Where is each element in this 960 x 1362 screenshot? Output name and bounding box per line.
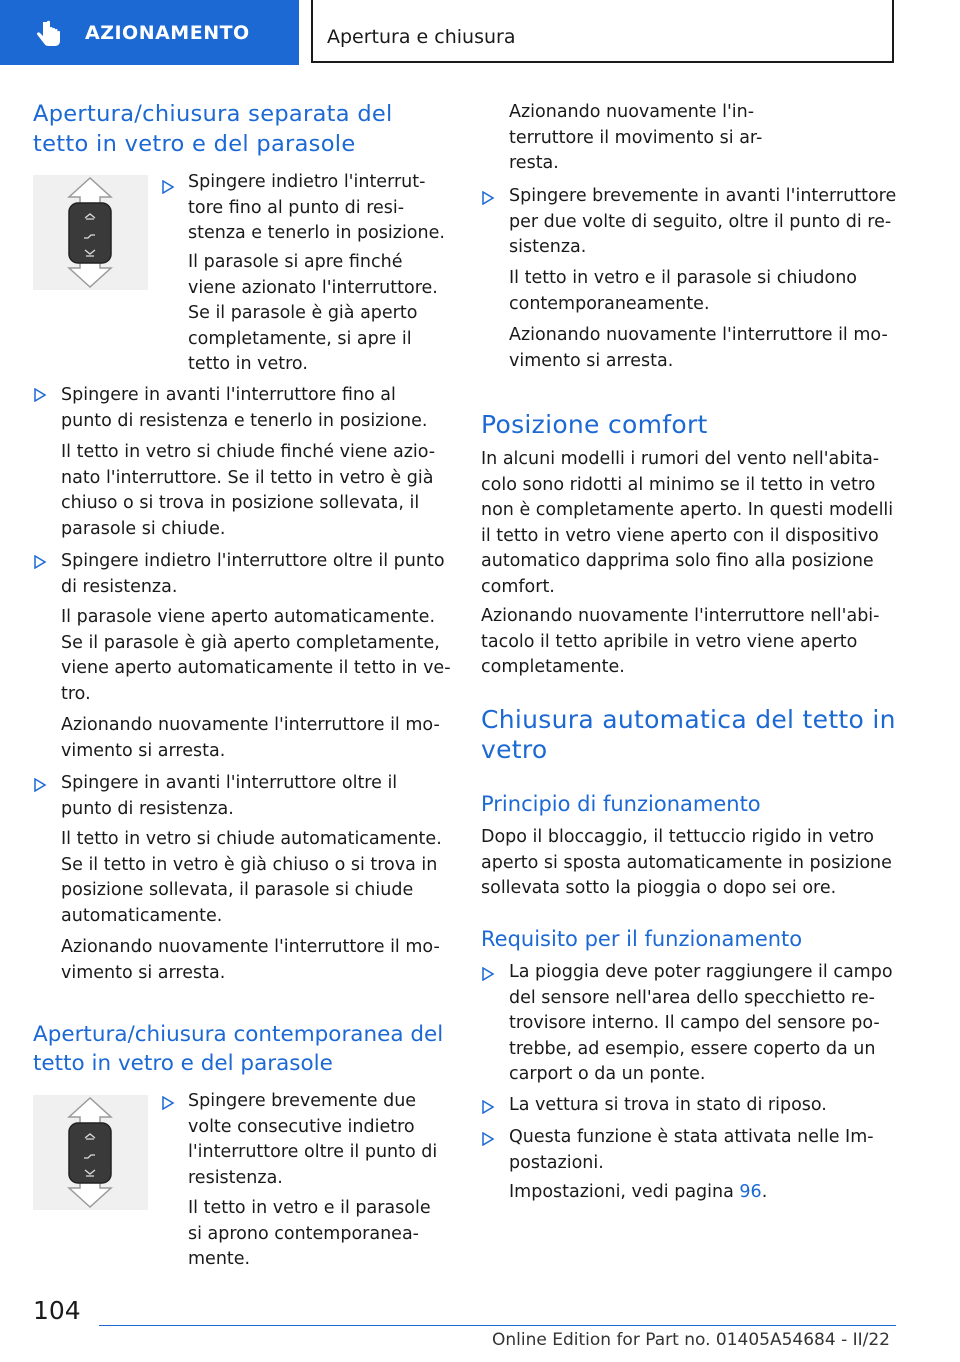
paragraph: Azionando nuovamente l'interruttore nell'abi-tacolo il tetto apribile in vetro viene aperto completamente. — [481, 606, 880, 677]
page-reference-text: Impostazioni, vedi pagina — [509, 1182, 740, 1202]
paragraph: Dopo il bloccaggio, il tettuccio rigido in vetro aperto si sposta automaticamente in posizione sollevata sotto la pioggia o dopo sei ore. — [481, 827, 892, 898]
step-text: Spingere brevemente due volte consecutive indietro l'interruttore oltre il punto di resistenza. — [188, 1091, 438, 1188]
heading-separate: Apertura/chiusura separata del tetto in vetro e del parasole — [33, 101, 393, 157]
edition-text: Online Edition for Part no. 01405A54684 - II/22 — [491, 1330, 890, 1350]
topic-title: Apertura e chiusura — [327, 26, 516, 48]
paragraph: In alcuni modelli i rumori del vento nell'abita-colo sono ridotti al minimo se il tetto in vetro non è completamente aperto. In questi modelli il tetto in vetro viene aperto con il dispositivo automatico dapprima solo fino alla posizione comfort. — [481, 449, 894, 597]
triangle-bullet-icon — [481, 1100, 495, 1114]
requirement-text: La vettura si trova in stato di riposo. — [509, 1095, 827, 1115]
requirement-text: La pioggia deve poter raggiungere il campo del sensore nell'area dello specchietto re-trovisore interno. Il campo del sensore po-trebbe, ad esempio, essere coperto da un carport o da un ponte. — [509, 962, 893, 1084]
step-description: Azionando nuovamente l'in-terruttore il movimento si ar-resta. — [509, 102, 763, 173]
heading-contemporanea: Apertura/chiusura contemporanea del tetto in vetro e del parasole — [33, 1022, 444, 1076]
hand-pointer-icon — [34, 20, 66, 50]
page-link[interactable]: 96 — [739, 1182, 762, 1202]
roof-switch-image-1 — [33, 175, 148, 290]
triangle-bullet-icon — [161, 1096, 175, 1110]
step-description: Il tetto in vetro e il parasole si aprono contemporanea-mente. — [188, 1198, 431, 1269]
step-description: Azionando nuovamente l'interruttore il mo-vimento si arresta. — [509, 325, 888, 371]
step-description: Il tetto in vetro si chiude finché viene azio-nato l'interruttore. Se il tetto in vetro è già chiuso o si trova in posizione sollevata, il parasole si chiude. — [61, 442, 436, 539]
triangle-bullet-icon — [33, 778, 47, 792]
step-description: Il parasole si apre finché viene azionato l'interruttore. Se il parasole è già aperto completamente, si apre il tetto in vetro. — [188, 252, 438, 374]
requirement-text: Questa funzione è stata attivata nelle Im-postazioni. — [509, 1127, 874, 1173]
step-text: Spingere in avanti l'interruttore fino al punto di resistenza e tenerlo in posizione. — [61, 385, 428, 431]
step-description: Il parasole viene aperto automaticamente. Se il parasole è già aperto completamente, viene aperto automaticamente il tetto in ve-tro. — [61, 607, 451, 704]
heading-principle: Principio di funzionamento — [481, 792, 761, 816]
page-number: 104 — [33, 1296, 81, 1325]
topic-header — [311, 0, 894, 63]
triangle-bullet-icon — [33, 388, 47, 402]
roof-switch-icon — [33, 175, 148, 290]
triangle-bullet-icon — [481, 1132, 495, 1146]
roof-switch-image-2 — [33, 1095, 148, 1210]
step-description: Il tetto in vetro si chiude automaticamente. Se il tetto in vetro è già chiuso o si trova in posizione sollevata, il parasole si chiude automaticamente. — [61, 829, 442, 926]
page-reference — [509, 1180, 899, 1206]
heading-comfort: Posizione comfort — [481, 410, 708, 439]
section-tab — [0, 0, 299, 65]
triangle-bullet-icon — [481, 967, 495, 981]
triangle-bullet-icon — [481, 191, 495, 205]
section-title: AZIONAMENTO — [85, 22, 250, 44]
triangle-bullet-icon — [33, 555, 47, 569]
step-description: Azionando nuovamente l'interruttore il mo-vimento si arresta. — [61, 715, 440, 761]
step-description: Azionando nuovamente l'interruttore il mo-vimento si arresta. — [61, 937, 440, 983]
step-text: Spingere indietro l'interruttore oltre il punto di resistenza. — [61, 551, 445, 597]
heading-auto-close: Chiusura automatica del tetto in vetro — [481, 705, 896, 764]
heading-requirements: Requisito per il funzionamento — [481, 927, 803, 951]
footer-divider — [99, 1325, 896, 1326]
step-text: Spingere indietro l'interrut-tore fino al punto di resi-stenza e tenerlo in posizione. — [188, 172, 445, 243]
triangle-bullet-icon — [161, 180, 175, 194]
page-reference-suffix: . — [761, 1182, 768, 1202]
step-text: Spingere brevemente in avanti l'interruttore per due volte di seguito, oltre il punto di re-sistenza. — [509, 186, 897, 257]
step-description: Il tetto in vetro e il parasole si chiudono contemporaneamente. — [509, 268, 857, 314]
roof-switch-icon — [33, 1095, 148, 1210]
step-text: Spingere in avanti l'interruttore oltre il punto di resistenza. — [61, 773, 398, 819]
